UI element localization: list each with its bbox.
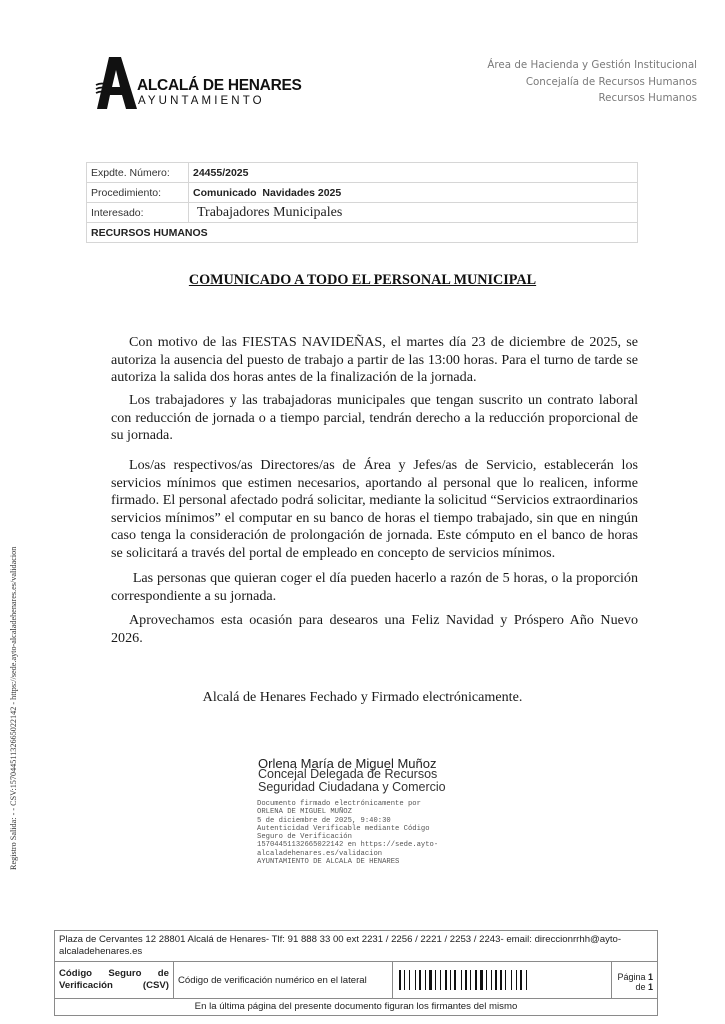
interesado-value: Trabajadores Municipales	[189, 203, 638, 223]
csv-text: Código de verificación numérico en el lateral	[174, 962, 393, 999]
table-row	[87, 163, 638, 183]
barcode-bar	[470, 970, 471, 990]
logo-name: ALCALÁ DE HENARES	[137, 77, 302, 94]
logo-subtitle: AYUNTAMIENTO	[138, 95, 265, 107]
department-area: Área de Hacienda y Gestión Institucional	[487, 59, 697, 71]
barcode-bar	[486, 970, 487, 990]
barcode-bar	[461, 970, 462, 990]
signer-role-line2: Seguridad Ciudadana y Comercio	[258, 780, 446, 794]
barcode-bar	[419, 970, 421, 990]
paragraph-text: Aprovechamos esta ocasión para desearos una Feliz Navidad y Próspero Año Nuevo 2026.	[111, 612, 638, 646]
barcode-bar	[450, 970, 451, 990]
page-total: 1	[647, 982, 653, 992]
stamp-line: 5 de diciembre de 2025, 9:40:30	[257, 816, 391, 825]
barcode-bar	[409, 970, 410, 990]
table-row	[87, 223, 638, 243]
barcode-bar	[491, 970, 492, 990]
page-prefix: Página	[617, 972, 646, 982]
paragraph-text: Los trabajadores y las trabajadoras municipales que tengan suscrito un contrato laboral con reducción de jornada o a tiempo parcial, tendrán derecho a la reducción proporcional de su jornada.	[111, 392, 638, 444]
paragraph-text: Los/as respectivos/as Directores/as de Área y Jefes/as de Servicio, establecerán los servicios mínimos que estimen necesarios, aportando al personal que lo realicen, informe firmado. El personal afectado podrá solicitar, mediante la solicitud “Servicios extraordinarios servicios mínimos” el computar en su banco de horas el tiempo trabajado, sin que en ningún caso tenga la consideración de prolongación de jornada. Este cómputo en el banco de horas se solicitará a través del portal de empleado en concepto de servicios mínimos.	[111, 457, 638, 561]
barcode-icon	[397, 968, 597, 990]
stamp-line: Seguro de Verificación	[257, 833, 352, 842]
paragraph	[111, 334, 638, 387]
ayuntamiento-logo	[95, 55, 302, 111]
barcode-bar	[425, 970, 426, 990]
expediente-number-value: 24455/2025	[189, 163, 638, 183]
unit-label: RECURSOS HUMANOS	[87, 223, 638, 243]
paragraph-text: Con motivo de las FIESTAS NAVIDEÑAS, el martes día 23 de diciembre de 2025, se autoriza la ausencia del puesto de trabajo a partir de las 13:00 horas. Para el turno de tarde se autoriza la salida dos horas antes de la finalización de la jornada.	[111, 334, 638, 386]
logo-a-icon	[95, 55, 141, 111]
expediente-table	[86, 162, 638, 243]
table-row	[55, 962, 658, 999]
stamp-line: AYUNTAMIENTO DE ALCALA DE HENARES	[257, 858, 400, 867]
footer-address: Plaza de Cervantes 12 28801 Alcalá de Henares- Tlf: 91 888 33 00 ext 2231 / 2256 / 2221 / 2253 / 2243- email: direccionrrhh@ayto-alcaladehenares.es	[55, 931, 658, 962]
table-row	[87, 183, 638, 203]
paragraph-text: Las personas que quieran coger el día pueden hacerlo a razón de 5 horas, o la proporción correspondiente a su jornada.	[111, 570, 638, 604]
barcode-bar	[404, 970, 405, 990]
document-title: COMUNICADO A TODO EL PERSONAL MUNICIPAL	[188, 272, 537, 288]
page-current: 1	[647, 972, 653, 982]
interesado-label: Interesado:	[87, 203, 189, 223]
barcode-bar	[516, 970, 517, 990]
barcode-bar	[435, 970, 436, 990]
paragraph	[111, 612, 638, 647]
barcode-bar	[465, 970, 467, 990]
signature-stamp	[257, 800, 438, 866]
barcode-bar	[495, 970, 497, 990]
stamp-line: Documento firmado electrónicamente por	[257, 800, 421, 808]
signers-note: En la última página del presente documento figuran los firmantes del mismo	[55, 999, 658, 1016]
department-header	[487, 57, 697, 107]
barcode-bar	[526, 970, 527, 990]
barcode-bar	[500, 970, 502, 990]
department-unit: Recursos Humanos	[598, 92, 697, 104]
barcode-bar	[445, 970, 447, 990]
barcode-bar	[520, 970, 522, 990]
paragraph	[111, 392, 638, 445]
stamp-line: alcaladehenares.es/validacion	[257, 849, 383, 858]
stamp-line: Autenticidad Verificable mediante Código	[257, 824, 430, 833]
expediente-number-label: Expdte. Número:	[87, 163, 189, 183]
procedimiento-label: Procedimiento:	[87, 183, 189, 203]
table-row	[87, 203, 638, 223]
signer-role-line1: Concejal Delegada de Recursos	[258, 767, 438, 781]
barcode	[393, 962, 612, 999]
side-registration-note: Registro Salida: - - CSV:15704451132665022142 - https://sede.ayto-alcaladehenares.es/validacion	[9, 546, 18, 870]
procedimiento-value: Comunicado Navidades 2025	[189, 183, 638, 203]
barcode-bar	[505, 970, 506, 990]
csv-label: Código Seguro de Verificación (CSV)	[55, 962, 174, 999]
footer-table	[54, 930, 658, 1016]
barcode-bar	[454, 970, 456, 990]
barcode-bar	[415, 970, 416, 990]
signer-name: Orlena María de Miguel Muñoz	[258, 756, 437, 771]
place-date-line: Alcalá de Henares Fechado y Firmado electrónicamente.	[202, 689, 523, 705]
barcode-bar	[511, 970, 512, 990]
paragraph	[111, 570, 638, 605]
barcode-bar	[399, 970, 401, 990]
barcode-bar	[440, 970, 441, 990]
stamp-line: ORLENA DE MIGUEL MUÑOZ	[257, 808, 352, 817]
page-of: de	[635, 982, 646, 992]
paragraph	[111, 457, 638, 563]
table-row	[55, 999, 658, 1016]
barcode-bar	[480, 970, 483, 990]
barcode-bar	[429, 970, 432, 990]
barcode-bar	[475, 970, 477, 990]
table-row	[55, 931, 658, 962]
stamp-line: 15704451132665022142 en https://sede.ayto-	[257, 841, 439, 850]
department-concejalia: Concejalía de Recursos Humanos	[525, 75, 697, 88]
page-indicator	[612, 962, 658, 999]
